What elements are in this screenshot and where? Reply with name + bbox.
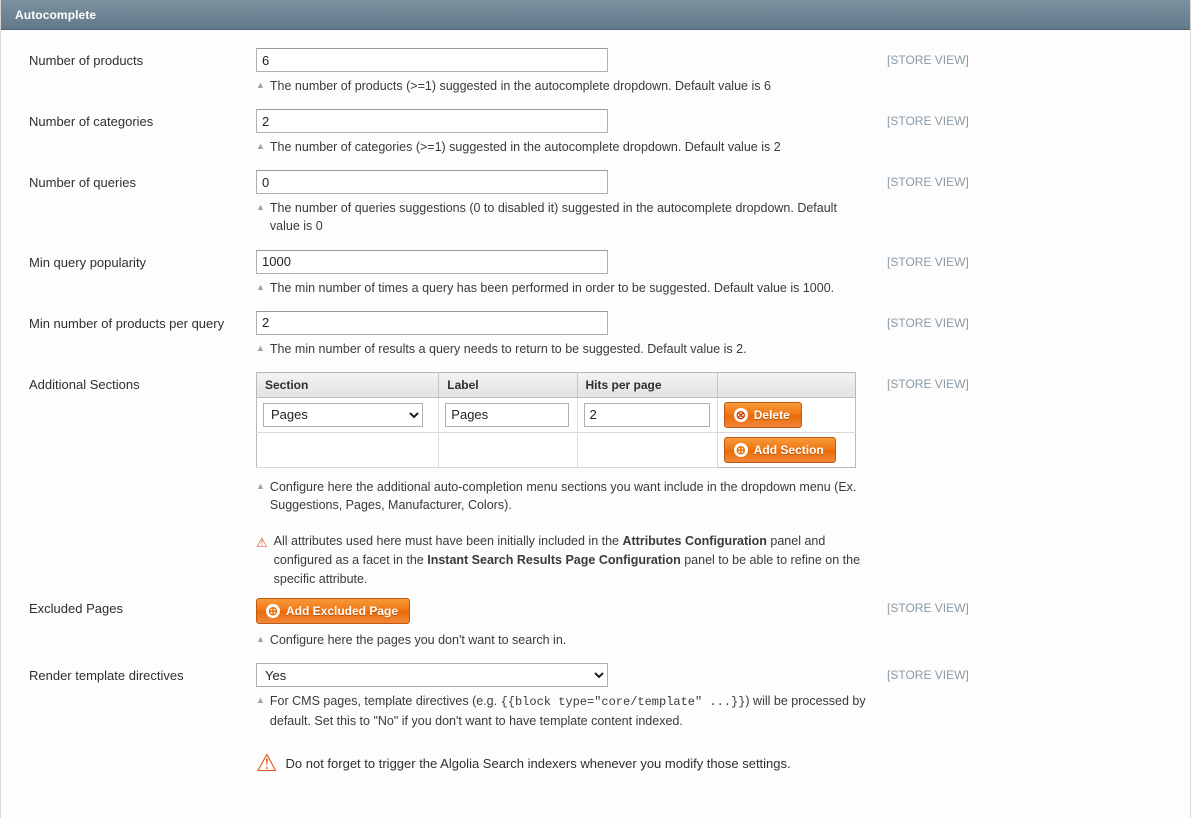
field-row-excluded-pages: [1, 596, 1190, 663]
field-row-number-of-categories: [1, 109, 1190, 170]
attributes-warning-note: [256, 532, 871, 588]
warning-part-2: panel and configured as a facet in the: [273, 534, 826, 567]
delete-icon: ⊗: [735, 407, 746, 422]
control-excluded-pages: [256, 596, 871, 663]
warning-icon: ⚠: [256, 749, 278, 777]
scope-number-of-products: [STORE VIEW]: [887, 53, 969, 67]
add-section-label: Add Section: [753, 442, 824, 457]
number-of-categories-input[interactable]: [256, 109, 608, 133]
indexer-warning: [256, 749, 871, 777]
cell-actions: [717, 397, 855, 432]
field-row-number-of-products: [1, 48, 1190, 109]
cell-empty-3: [577, 432, 717, 467]
cell-empty-1: [257, 432, 439, 467]
note-text: The number of categories (>=1) suggested in the autocomplete dropdown. Default value is 2: [269, 140, 781, 155]
min-query-popularity-input[interactable]: [256, 250, 608, 274]
note-code: {{block type="core/template" ...}}: [500, 695, 746, 710]
note-text: Configure here the additional auto-completion menu sections you want include in the dropdown menu (Ex. Suggestions, Pages, Manufacturer, Colors).: [269, 479, 857, 512]
field-row-additional-sections: [1, 372, 1190, 597]
control-render-template-directives: [256, 663, 871, 776]
control-min-query-popularity: [256, 250, 871, 311]
panel-header: [1, 0, 1190, 30]
column-header-actions: [717, 372, 855, 397]
note-part-1: For CMS pages, template directives (e.g.: [269, 694, 501, 709]
note-text: Configure here the pages you don't want to search in.: [269, 633, 567, 648]
label-render-template-directives: Render template directives: [29, 668, 184, 684]
scope-number-of-categories: [STORE VIEW]: [887, 114, 969, 129]
note-text: The min number of times a query has been performed in order to be suggested. Default value is 1000.: [269, 280, 835, 295]
attributes-warning-text: [274, 532, 871, 588]
control-additional-sections: [256, 372, 871, 597]
note-text: The min number of results a query needs to return to be suggested. Default value is 2.: [269, 341, 747, 356]
note-bullet-icon: ▲: [256, 695, 265, 706]
note-bullet-icon: ▲: [256, 342, 265, 353]
note-number-of-queries: [256, 199, 856, 235]
note-text: The number of products (>=1) suggested in the autocomplete dropdown. Default value is 6: [269, 79, 771, 93]
label-number-of-products: Number of products: [29, 53, 144, 68]
warning-icon: ⚠: [256, 535, 268, 550]
note-bullet-icon: ▲: [256, 634, 265, 645]
cell-add-action: [717, 432, 855, 467]
delete-section-button[interactable]: [724, 402, 802, 428]
warning-part-3: panel to be able to refine on the specific attribute.: [273, 552, 861, 586]
note-text: The number of queries suggestions (0 to disabled it) suggested in the autocomplete dropdown. Default value is 0: [269, 201, 837, 234]
field-row-number-of-queries: [1, 170, 1190, 249]
note-additional-sections: [256, 478, 866, 514]
control-number-of-products: [256, 48, 871, 109]
label-excluded-pages: Excluded Pages: [29, 601, 123, 617]
add-excluded-page-button[interactable]: [256, 598, 410, 624]
cell-section: [257, 397, 439, 432]
render-template-directives-select[interactable]: [256, 663, 608, 687]
label-min-products-per-query: Min number of products per query: [29, 315, 225, 331]
note-bullet-icon: ▲: [256, 141, 265, 152]
warning-bold-1: Attributes Configuration: [622, 534, 767, 548]
note-number-of-products: [256, 77, 856, 95]
cell-label: [439, 397, 577, 432]
scope-excluded-pages: [STORE VIEW]: [887, 601, 969, 616]
scope-render-template-directives: [STORE VIEW]: [887, 668, 969, 683]
table-row-add: [257, 432, 856, 467]
section-label-input[interactable]: [445, 403, 569, 427]
additional-sections-table: [256, 372, 856, 468]
note-excluded-pages: [256, 631, 856, 649]
panel-title: Autocomplete: [15, 7, 97, 22]
control-min-products-per-query: [256, 311, 871, 372]
number-of-products-input[interactable]: [256, 48, 608, 72]
note-render-template-directives: [256, 692, 871, 730]
note-min-query-popularity: [256, 279, 856, 297]
label-additional-sections: Additional Sections: [29, 376, 140, 392]
note-bullet-icon: ▲: [256, 480, 265, 491]
field-row-min-query-popularity: [1, 250, 1190, 311]
min-products-per-query-input[interactable]: [256, 311, 608, 335]
add-icon: ⊕: [735, 442, 746, 457]
panel-body: [1, 30, 1190, 818]
column-header-section: Section: [257, 372, 439, 397]
add-excluded-page-label: Add Excluded Page: [286, 604, 399, 619]
section-hits-input[interactable]: [584, 403, 710, 427]
column-header-hits-per-page: Hits per page: [577, 372, 717, 397]
scope-min-query-popularity: [STORE VIEW]: [887, 254, 969, 269]
note-part-2: ) will be processed by default. Set this to "No" if you don't want to have template content indexed.: [269, 694, 866, 728]
table-row: [257, 397, 856, 432]
note-bullet-icon: ▲: [256, 202, 265, 213]
note-min-products-per-query: [256, 340, 856, 358]
cell-hits-per-page: [577, 397, 717, 432]
control-number-of-categories: [256, 109, 871, 170]
field-row-min-products-per-query: [1, 311, 1190, 372]
label-number-of-categories: Number of categories: [29, 114, 154, 130]
warning-bold-2: Instant Search Results Page Configuration: [427, 552, 681, 567]
field-row-render-template-directives: [1, 663, 1190, 776]
control-number-of-queries: [256, 170, 871, 249]
note-text: [270, 692, 871, 730]
label-min-query-popularity: Min query popularity: [29, 254, 147, 270]
table-header-row: [257, 372, 856, 397]
add-section-button[interactable]: [724, 437, 836, 463]
note-number-of-categories: [256, 138, 856, 156]
column-header-label: Label: [439, 372, 577, 397]
delete-section-label: Delete: [753, 407, 790, 422]
number-of-queries-input[interactable]: [256, 170, 608, 194]
section-select[interactable]: [263, 403, 423, 427]
note-bullet-icon: ▲: [256, 281, 265, 292]
add-icon: ⊕: [267, 604, 279, 619]
note-bullet-icon: ▲: [256, 80, 265, 90]
scope-additional-sections: [STORE VIEW]: [887, 376, 969, 391]
indexer-warning-text: Do not forget to trigger the Algolia Search indexers whenever you modify those settings.: [285, 756, 791, 772]
cell-empty-2: [439, 432, 577, 467]
scope-number-of-queries: [STORE VIEW]: [887, 175, 969, 190]
warning-part-1: All attributes used here must have been initially included in the: [273, 534, 623, 548]
label-number-of-queries: Number of queries: [29, 175, 136, 191]
scope-min-products-per-query: [STORE VIEW]: [887, 315, 969, 330]
